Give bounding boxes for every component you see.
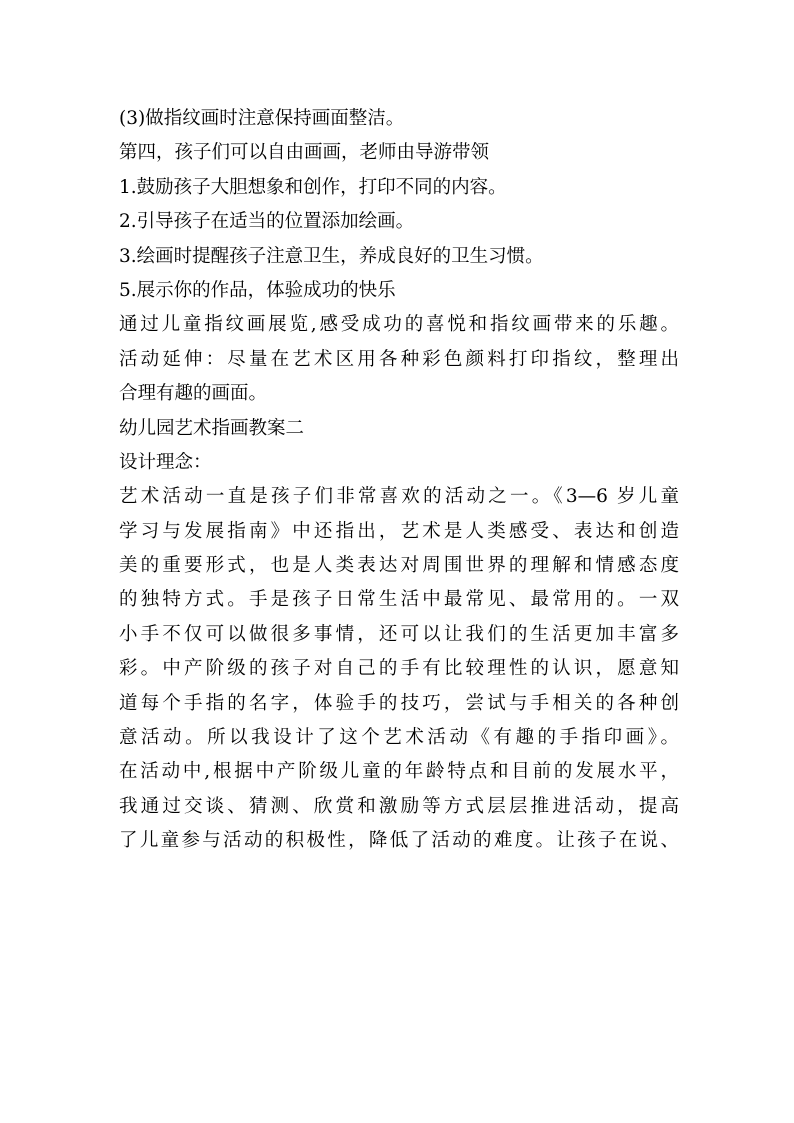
document-body: [119, 102, 679, 859]
text-line-13: 学习与发展指南》中还指出，艺术是人类感受、表达和创造: [119, 520, 679, 542]
text-line-15: 的独特方式。手是孩子日常生活中最常见、最常用的。一双: [119, 589, 679, 611]
text-line-16: 小手不仅可以做很多事情，还可以让我们的生活更加丰富多: [119, 623, 679, 645]
design-concept-label: 设计理念：: [119, 451, 212, 473]
text-line-19: 意活动。所以我设计了这个艺术活动《有趣的手指印画》。: [119, 727, 679, 749]
text-line-2: 第四，孩子们可以自由画画，老师由导游带领: [119, 142, 490, 164]
text-line-14: 美的重要形式，也是人类表达对周围世界的理解和情感态度: [119, 555, 679, 577]
text-line-20: 在活动中,根据中产阶级儿童的年龄特点和目前的发展水平，: [119, 761, 679, 783]
text-line-4: 2.引导孩子在适当的位置添加绘画。: [119, 211, 415, 233]
text-line-3: 1.鼓励孩子大胆想象和创作，打印不同的内容。: [119, 176, 507, 198]
text-line-21: 我通过交谈、猜测、欣赏和激励等方式层层推进活动，提高: [119, 795, 679, 817]
text-line-1: (3)做指纹画时注意保持画面整洁。: [119, 108, 405, 129]
text-line-22: 了儿童参与活动的积极性，降低了活动的难度。让孩子在说、: [119, 830, 679, 852]
text-line-17: 彩。中产阶级的孩子对自己的手有比较理性的认识，愿意知: [119, 658, 679, 680]
text-line-7: 通过儿童指纹画展览,感受成功的喜悦和指纹画带来的乐趣。: [119, 314, 679, 336]
text-line-18: 道每个手指的名字，体验手的技巧，尝试与手相关的各种创: [119, 692, 679, 714]
text-line-5: 3.绘画时提醒孩子注意卫生，养成良好的卫生习惯。: [119, 245, 544, 267]
text-line-6: 5.展示你的作品，体验成功的快乐: [119, 279, 396, 301]
text-line-9: 合理有趣的画面。: [119, 383, 268, 405]
text-line-8: 活动延伸：尽量在艺术区用各种彩色颜料打印指纹，整理出: [119, 348, 679, 370]
text-line-12: 艺术活动一直是孩子们非常喜欢的活动之一。《3—6 岁儿童: [119, 486, 679, 508]
section-heading: 幼儿园艺术指画教案二: [119, 417, 305, 439]
